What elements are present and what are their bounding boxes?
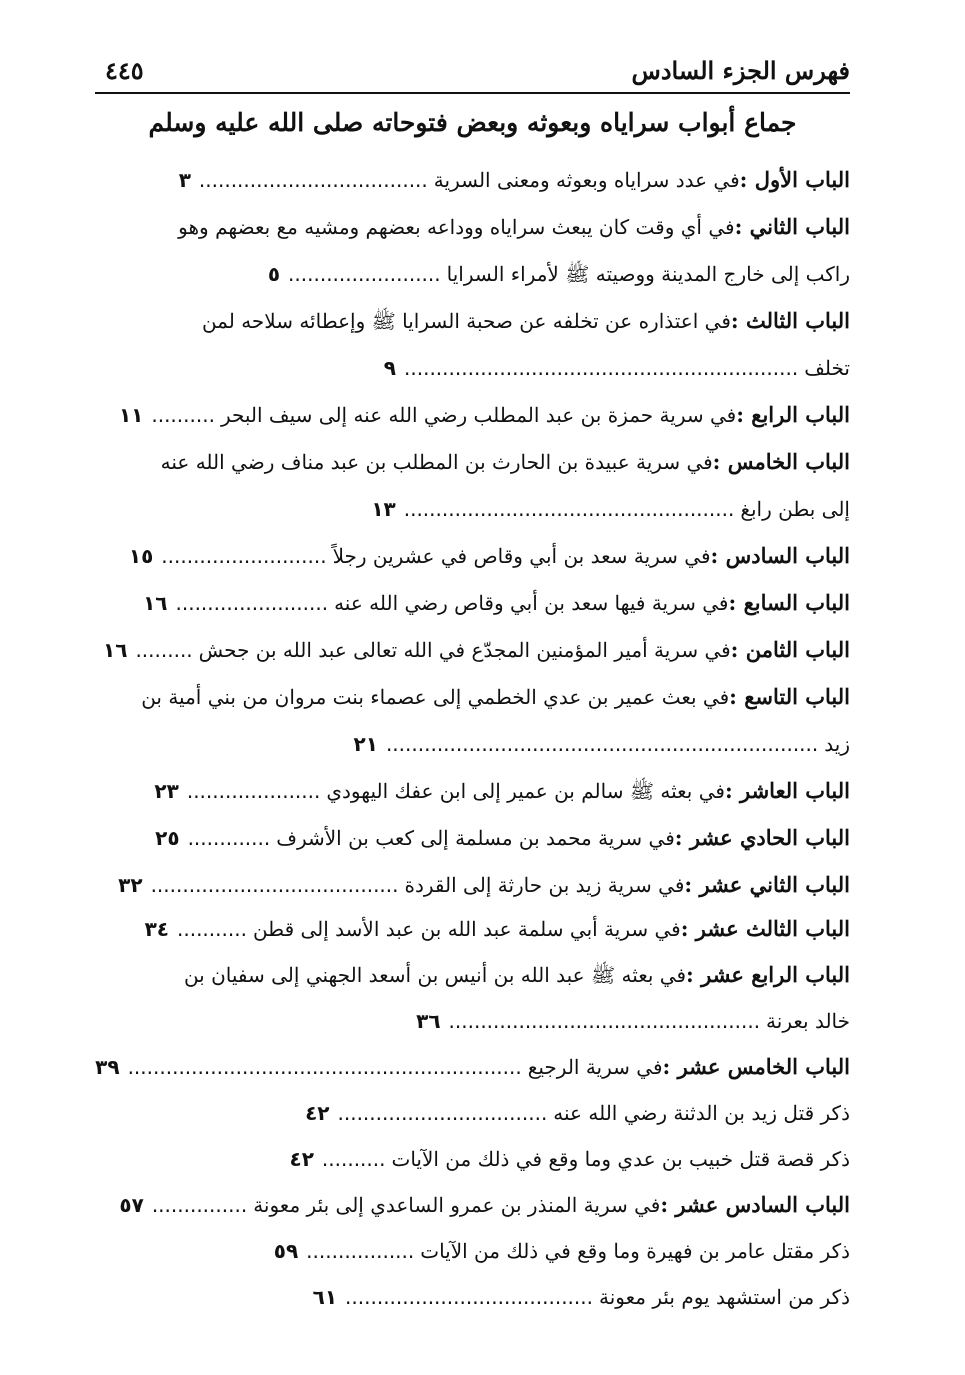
- page-number: ٤٤٥: [105, 56, 144, 85]
- index-entry: [120, 680, 850, 714]
- entry-leader: ........................: [175, 591, 329, 615]
- entry-page: ١٦: [103, 638, 128, 662]
- entry-label: الباب السادس :: [710, 543, 850, 568]
- entry-page: ١٦: [143, 591, 168, 615]
- entry-page: ١٥: [128, 544, 154, 568]
- entry-text: في سرية حمزة بن عبد المطلب رضي الله عنه إلى سيف البحر: [220, 403, 737, 427]
- entry-text: في اعتذاره عن تخلفه عن صحبة السرايا ﷺ وإعطائه سلاحه لمن: [201, 309, 731, 333]
- entry-leader: ....................................: [198, 168, 428, 192]
- entry-leader: .....................: [186, 779, 321, 803]
- index-entry: [120, 163, 850, 197]
- entry-text: إلى بطن رابغ: [740, 497, 850, 521]
- entry-page: ٢٣: [154, 779, 179, 803]
- entry-leader: .......................................: [150, 873, 399, 897]
- entry-label: الباب التاسع :: [729, 684, 850, 709]
- entry-text: في بعث عمير بن عدي الخطمي إلى عصماء بنت مروان من بني أمية بن: [141, 685, 730, 709]
- index-entry-continuation: [120, 1004, 945, 1038]
- entry-page: ٣٩: [95, 1055, 120, 1079]
- index-entry: [120, 958, 850, 992]
- entry-label: الباب الثالث عشر :: [680, 916, 850, 941]
- entry-label: الباب السابع :: [728, 590, 850, 615]
- entry-label: الباب السادس عشر :: [660, 1192, 850, 1217]
- entry-label: الباب الخامس عشر :: [662, 1054, 850, 1079]
- entry-text: راكب إلى خارج المدينة ووصيته ﷺ لأمراء السرايا: [446, 262, 850, 286]
- entry-text: تخلف: [804, 356, 850, 380]
- index-entry-continuation: [120, 727, 945, 761]
- entry-text: في عدد سراياه وبعوثه ومعنى السرية: [433, 168, 740, 192]
- entry-label: الباب الثاني :: [734, 214, 850, 239]
- index-entry: [120, 821, 850, 855]
- entry-text: زيد: [824, 732, 850, 756]
- entry-leader: ....................................................................: [385, 732, 819, 756]
- entry-text: في بعثه ﷺ سالم بن عمير إلى ابن عفك اليهودي: [326, 779, 725, 803]
- entry-label: الباب الرابع :: [736, 402, 850, 427]
- entry-label: الباب الخامس :: [712, 449, 850, 474]
- entry-page: ١٣: [371, 497, 396, 521]
- page-header: [95, 52, 850, 94]
- entry-page: ٥: [267, 262, 281, 286]
- entry-page: ٥٩: [273, 1239, 299, 1263]
- entry-leader: .................................................: [448, 1009, 761, 1033]
- entry-leader: ..........: [321, 1147, 386, 1171]
- entry-text: في سرية أمير المؤمنين المجدّع في الله تعالى عبد الله بن جحش: [198, 638, 731, 662]
- entry-page: ٦١: [312, 1285, 338, 1309]
- index-entry: [120, 1188, 850, 1222]
- entry-leader: .......................................: [345, 1285, 593, 1309]
- index-entry: [120, 586, 850, 620]
- entry-text: في بعثه ﷺ عبد الله بن أنيس بن أسعد الجهني إلى سفيان بن: [183, 963, 687, 987]
- entry-page: ٩: [383, 356, 397, 380]
- entry-leader: ..............................................................: [404, 356, 799, 380]
- index-entry: [95, 1050, 850, 1084]
- index-subentry: [120, 1142, 965, 1176]
- entry-label: الباب الحادي عشر :: [674, 825, 850, 850]
- entry-leader: .........: [135, 638, 193, 662]
- entry-leader: .................: [306, 1239, 415, 1263]
- entry-page: ٣٦: [416, 1009, 441, 1033]
- index-entry: [120, 445, 850, 479]
- index-entry-continuation: [120, 492, 945, 526]
- entry-leader: ...........: [177, 917, 247, 941]
- entry-text: في أي وقت كان يبعث سراياه ووداعه بعضهم ومشيه مع بعضهم وهو: [178, 215, 735, 239]
- entry-label: الباب الثاني عشر :: [684, 872, 850, 897]
- entry-text: ذكر قتل زيد بن الدثنة رضي الله عنه: [553, 1101, 850, 1125]
- entry-leader: ..........: [151, 403, 215, 427]
- entry-leader: .............: [187, 826, 271, 850]
- entry-text: في سرية أبي سلمة عبد الله بن عبد الأسد إلى قطن: [252, 917, 681, 941]
- entry-text: في سرية زيد بن حارثة إلى القردة: [404, 873, 685, 897]
- entry-leader: ..............................................................: [127, 1055, 522, 1079]
- index-entry-continuation: [120, 351, 945, 385]
- entry-leader: ...............: [151, 1193, 248, 1217]
- index-entry: [120, 539, 850, 573]
- section-heading: جماع أبواب سراياه وبعوثه وبعض فتوحاته صلى الله عليه وسلم: [148, 108, 797, 137]
- index-subentry: [120, 1096, 965, 1130]
- index-subentry: [120, 1280, 965, 1314]
- entry-page: ١١: [118, 403, 144, 427]
- index-subentry: [120, 1234, 965, 1268]
- entry-page: ٤٢: [305, 1101, 330, 1125]
- index-entry: [120, 912, 850, 946]
- entry-text: ذكر مقتل عامر بن فهيرة وما وقع في ذلك من الآيات: [420, 1239, 850, 1263]
- index-entry: [120, 304, 850, 338]
- entry-text: في سرية المنذر بن عمرو الساعدي إلى بئر معونة: [253, 1193, 661, 1217]
- entry-text: في سرية محمد بن مسلمة إلى كعب بن الأشرف: [276, 826, 675, 850]
- entry-page: ٤٢: [289, 1147, 314, 1171]
- index-entry: [120, 398, 850, 432]
- index-entry: [103, 633, 850, 667]
- entry-page: ٣٤: [144, 917, 169, 941]
- index-entry-continuation: [120, 257, 945, 291]
- entry-page: ٥٧: [119, 1193, 144, 1217]
- running-title: فهرس الجزء السادس: [631, 56, 850, 85]
- entry-label: الباب الأول :: [739, 167, 850, 192]
- entry-text: ذكر قصة قتل خبيب بن عدي وما وقع في ذلك من الآيات: [391, 1147, 850, 1171]
- index-entry: [120, 774, 850, 808]
- entry-leader: ........................: [288, 262, 441, 286]
- entry-page: ٣: [178, 168, 191, 192]
- entry-leader: ..........................: [161, 544, 327, 568]
- entry-page: ٢٥: [155, 826, 180, 850]
- entry-label: الباب الرابع عشر :: [686, 962, 850, 987]
- entry-leader: .................................: [337, 1101, 548, 1125]
- entry-text: في سرية عبيدة بن الحارث بن المطلب بن عبد مناف رضي الله عنه: [160, 450, 713, 474]
- entry-text: في سرية فيها سعد بن أبي وقاص رضي الله عنه: [334, 591, 729, 615]
- entry-text: في سرية سعد بن أبي وقاص في عشرين رجلاً: [332, 544, 711, 568]
- entry-text: ذكر من استشهد يوم بئر معونة: [599, 1285, 850, 1309]
- entry-page: ٣٢: [118, 873, 143, 897]
- entry-text: في سرية الرجيع: [527, 1055, 663, 1079]
- index-entry: [120, 210, 850, 244]
- index-entry: [120, 868, 850, 902]
- entry-text: خالد بعرنة: [766, 1009, 850, 1033]
- entry-label: الباب العاشر :: [724, 778, 850, 803]
- entry-page: ٢١: [353, 732, 378, 756]
- entry-label: الباب الثامن :: [730, 637, 850, 662]
- entry-label: الباب الثالث :: [730, 308, 850, 333]
- entry-leader: ....................................................: [403, 497, 735, 521]
